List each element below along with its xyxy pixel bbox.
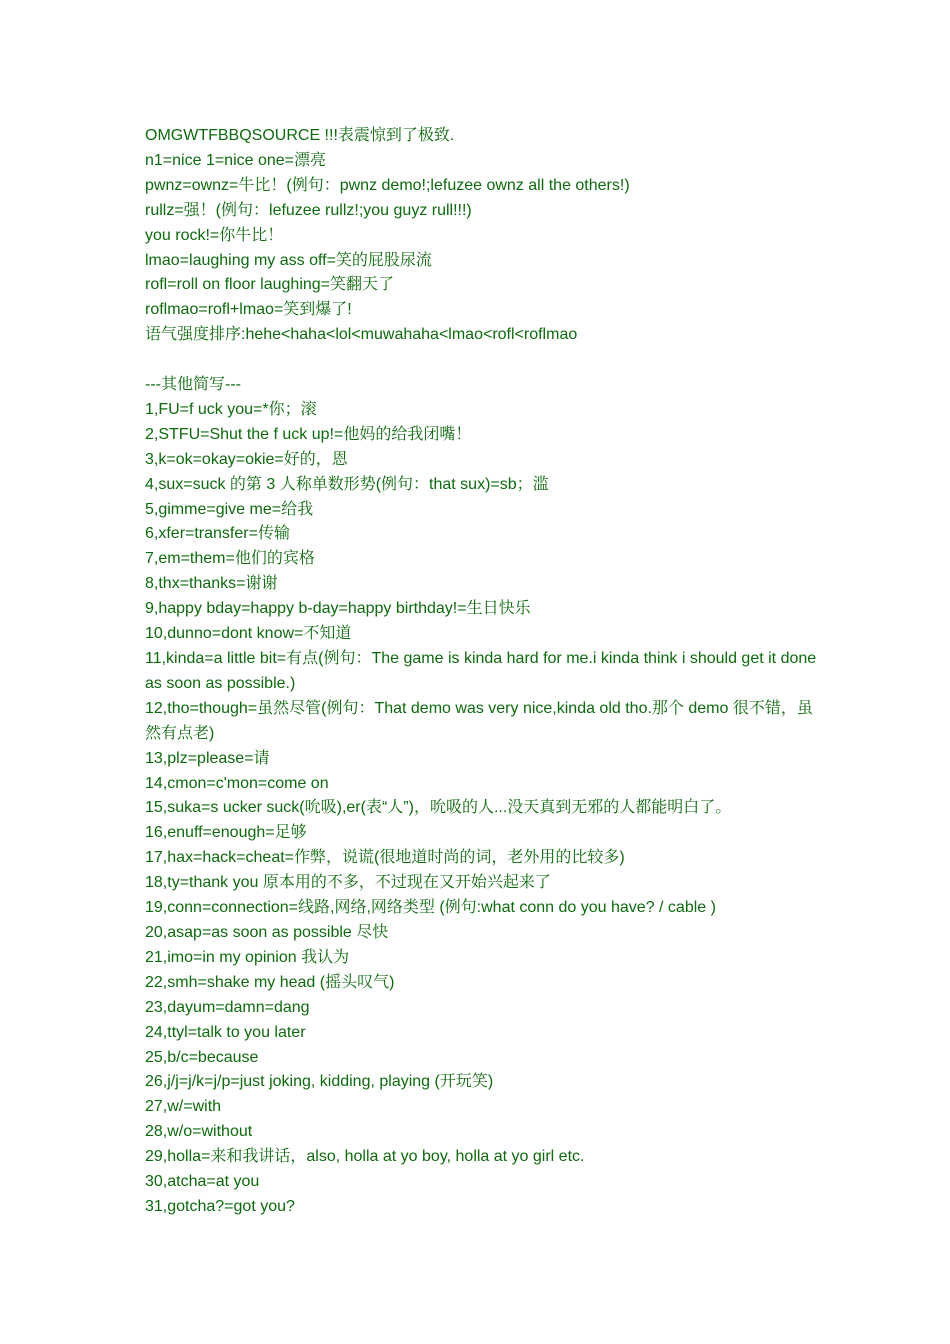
entry-line: 4,sux=suck 的第 3 人称单数形势(例句：that sux)=sb；滥	[145, 475, 549, 493]
intro-line-3: pwnz=ownz=牛比！(例句：pwnz demo!;lefuzee ownz all the others!)	[145, 176, 630, 194]
entry-line: 22,smh=shake my head (摇头叹气)	[145, 973, 395, 991]
entry-line: 29,holla=来和我讲话，also, holla at yo boy, holla at yo girl etc.	[145, 1148, 585, 1166]
entry-line: 3,k=ok=okay=okie=好的，恩	[145, 450, 348, 468]
entry-line: 15,suka=s ucker suck(吮吸),er(表“人”)，吮吸的人...没天真到无邪的人都能明白了。	[145, 799, 732, 817]
entry-line: 25,b/c=because	[145, 1048, 259, 1066]
entry-line: 27,w/=with	[145, 1098, 222, 1116]
entry-line: 6,xfer=transfer=传输	[145, 525, 290, 543]
entry-line: 30,atcha=at you	[145, 1173, 260, 1191]
entry-line: 16,enuff=enough=足够	[145, 824, 307, 842]
entry-line: 24,ttyl=talk to you later	[145, 1023, 306, 1041]
entry-line: 18,ty=thank you 原本用的不多，不过现在又开始兴起来了	[145, 874, 551, 892]
entry-line: 9,happy bday=happy b-day=happy birthday!=生日快乐	[145, 600, 531, 618]
section-heading: ---其他简写---	[145, 376, 241, 394]
entry-line: 12,tho=though=虽然尽管(例句：That demo was very nice,kinda old tho.那个 demo 很不错，虽然有点老)	[145, 699, 813, 742]
entry-line: 28,w/o=without	[145, 1123, 253, 1141]
entry-line: 31,gotcha?=got you?	[145, 1197, 295, 1215]
document-body	[145, 124, 825, 1220]
entry-line: 14,cmon=c'mon=come on	[145, 774, 329, 792]
entry-line: 13,plz=please=请	[145, 749, 270, 767]
entry-line: 8,thx=thanks=谢谢	[145, 575, 278, 593]
intensity-order-line: 语气强度排序:hehe<haha<lol<muwahaha<lmao<rofl<roflmao	[145, 326, 578, 344]
intro-line-7: rofl=roll on floor laughing=笑翻天了	[145, 276, 395, 294]
entry-line: 2,STFU=Shut the f uck up!=他妈的给我闭嘴！	[145, 425, 472, 443]
entry-line: 21,imo=in my opinion 我认为	[145, 948, 350, 966]
entry-line: 11,kinda=a little bit=有点(例句：The game is kinda hard for me.i kinda think i should get it done as soon as possible.)	[145, 650, 817, 692]
entry-line: 26,j/j=j/k=j/p=just joking, kidding, playing (开玩笑)	[145, 1073, 494, 1091]
entry-line: 7,em=them=他们的宾格	[145, 550, 315, 568]
intro-line-4: rullz=强！(例句：lefuzee rullz!;you guyz rull!!!)	[145, 201, 472, 219]
entry-line: 10,dunno=dont know=不知道	[145, 625, 352, 643]
entry-line: 17,hax=hack=cheat=作弊，说谎(很地道时尚的词，老外用的比较多)	[145, 849, 625, 867]
intro-line-8: roflmao=rofl+lmao=笑到爆了!	[145, 301, 352, 319]
blank-spacer	[145, 348, 825, 373]
intro-line-6: lmao=laughing my ass off=笑的屁股尿流	[145, 251, 432, 269]
intro-line-2: n1=nice 1=nice one=漂亮	[145, 151, 327, 169]
entry-line: 23,dayum=damn=dang	[145, 998, 310, 1016]
entry-line: 5,gimme=give me=给我	[145, 500, 314, 518]
entry-line: 1,FU=f uck you=*你；滚	[145, 400, 317, 418]
intro-line-1: OMGWTFBBQSOURCE !!!表震惊到了极致.	[145, 127, 455, 144]
entry-line: 19,conn=connection=线路,网络,网络类型 (例句:what conn do you have? / cable )	[145, 899, 716, 917]
entry-line: 20,asap=as soon as possible 尽快	[145, 923, 389, 941]
intro-line-5: you rock!=你牛比！	[145, 226, 284, 244]
